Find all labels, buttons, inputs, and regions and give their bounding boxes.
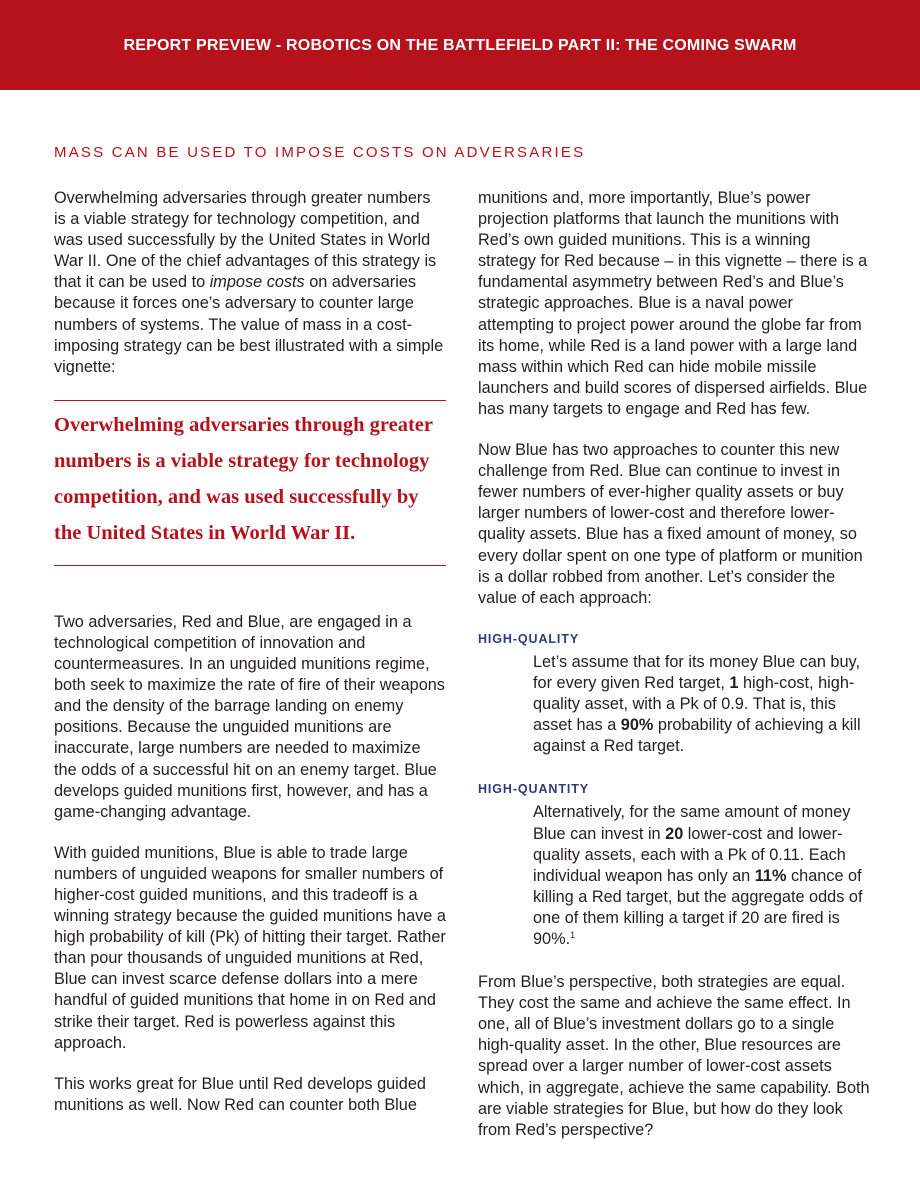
paragraph-two-approaches: Now Blue has two approaches to counter this new challenge from Red. Blue can continue to invest in fewer numbers of ever-higher quality assets or buy larger numbers of lower-cost and therefore lower-quality assets. Blue has a fixed amount of money, so every dollar spent on one type of platform or munition is a dollar robbed from another. Let’s consider the value of each approach: (478, 441, 863, 607)
paragraph-asymmetry: munitions and, more importantly, Blue’s power projection platforms that launch the munitions with Red’s own guided munitions. This is a winning strategy for Red because – in this vignette – there is a fundamental asymmetry between Red’s and Blue’s strategic approaches. Blue is a naval power attempting to project power around the globe far from its home, while Red is a land power with a large land mass within which Red can hide mobile missile launchers and build scores of dispersed airfields. Blue has many targets to engage and Red has few. (478, 189, 868, 418)
paragraph-high-quality: Let’s assume that for its money Blue can buy, for every given Red target, 1 high-cost, high-quality asset, with a Pk of 0.9. That is, this asset has a 90% probability of achieving a kill against a Red target. (533, 652, 861, 756)
paragraph-conclusion: From Blue’s perspective, both strategies are equal. They cost the same and achieve the same effect. In one, all of Blue’s investment dollars go to a single high-quality asset. In the other, Blue resources are spread over a larger number of lower-cost assets which, in aggregate, achieve the same capability. Both are viable strategies for Blue, but how do they look from Red’s perspective? (478, 973, 870, 1139)
report-title: REPORT PREVIEW - ROBOTICS ON THE BATTLEFIELD PART II: THE COMING SWARM (123, 37, 797, 54)
right-column (478, 188, 870, 1161)
paragraph-vignette: Two adversaries, Red and Blue, are engaged in a technological competition of innovation and countermeasures. In an unguided munitions regime, both seek to maximize the rate of fire of their weapons and the density of the barrage landing on enemy positions. Because the unguided munitions are inaccurate, large numbers are needed to maximize the odds of a successful hit on an enemy target. Blue develops guided munitions first, however, and has a game-changing advantage. (54, 612, 445, 821)
section-heading: MASS CAN BE USED TO IMPOSE COSTS ON ADVERSARIES (54, 144, 586, 161)
subhead-high-quantity: HIGH-QUANTITY (478, 782, 589, 797)
left-column (54, 188, 446, 1136)
subhead-high-quality: HIGH-QUALITY (478, 631, 580, 646)
footnote-ref[interactable]: 1 (570, 930, 576, 940)
header-banner (0, 0, 920, 90)
paragraph-red-develops: This works great for Blue until Red develops guided munitions as well. Now Red can counter both Blue (54, 1074, 426, 1114)
paragraph-high-quantity: Alternatively, for the same amount of money Blue can invest in 20 lower-cost and lower-quality assets, each with a Pk of 0.11. Each individual weapon has only an 11% chance of killing a Red target, but the aggregate odds of one of them killing a target if 20 are fired is 90%.$^1$ (533, 803, 863, 948)
paragraph-intro: Overwhelming adversaries through greater numbers is a viable strategy for technology competition, and was used successfully by the United States in World War II. One of the chief advantages of this strategy is that it can be used to impose costs on adversaries because it forces one’s adversary to counter large numbers of systems. The value of mass in a cost-imposing strategy can be best illustrated with a simple vignette: (54, 189, 444, 376)
pull-quote: Overwhelming adversaries through greater numbers is a viable strategy for technology competition, and was used successfully by the United States in World War II. (54, 400, 446, 566)
paragraph-guided-munitions: With guided munitions, Blue is able to trade large numbers of unguided weapons for smaller numbers of higher-cost guided munitions, and this tradeoff is a winning strategy because the guided munitions have a high probability of kill (Pk) of hitting their target. Rather than pour thousands of unguided munitions at Red, Blue can invest scarce defense dollars into a mere handful of guided munitions that home in on Red and strike their target. Red is powerless against this approach. (54, 843, 446, 1052)
